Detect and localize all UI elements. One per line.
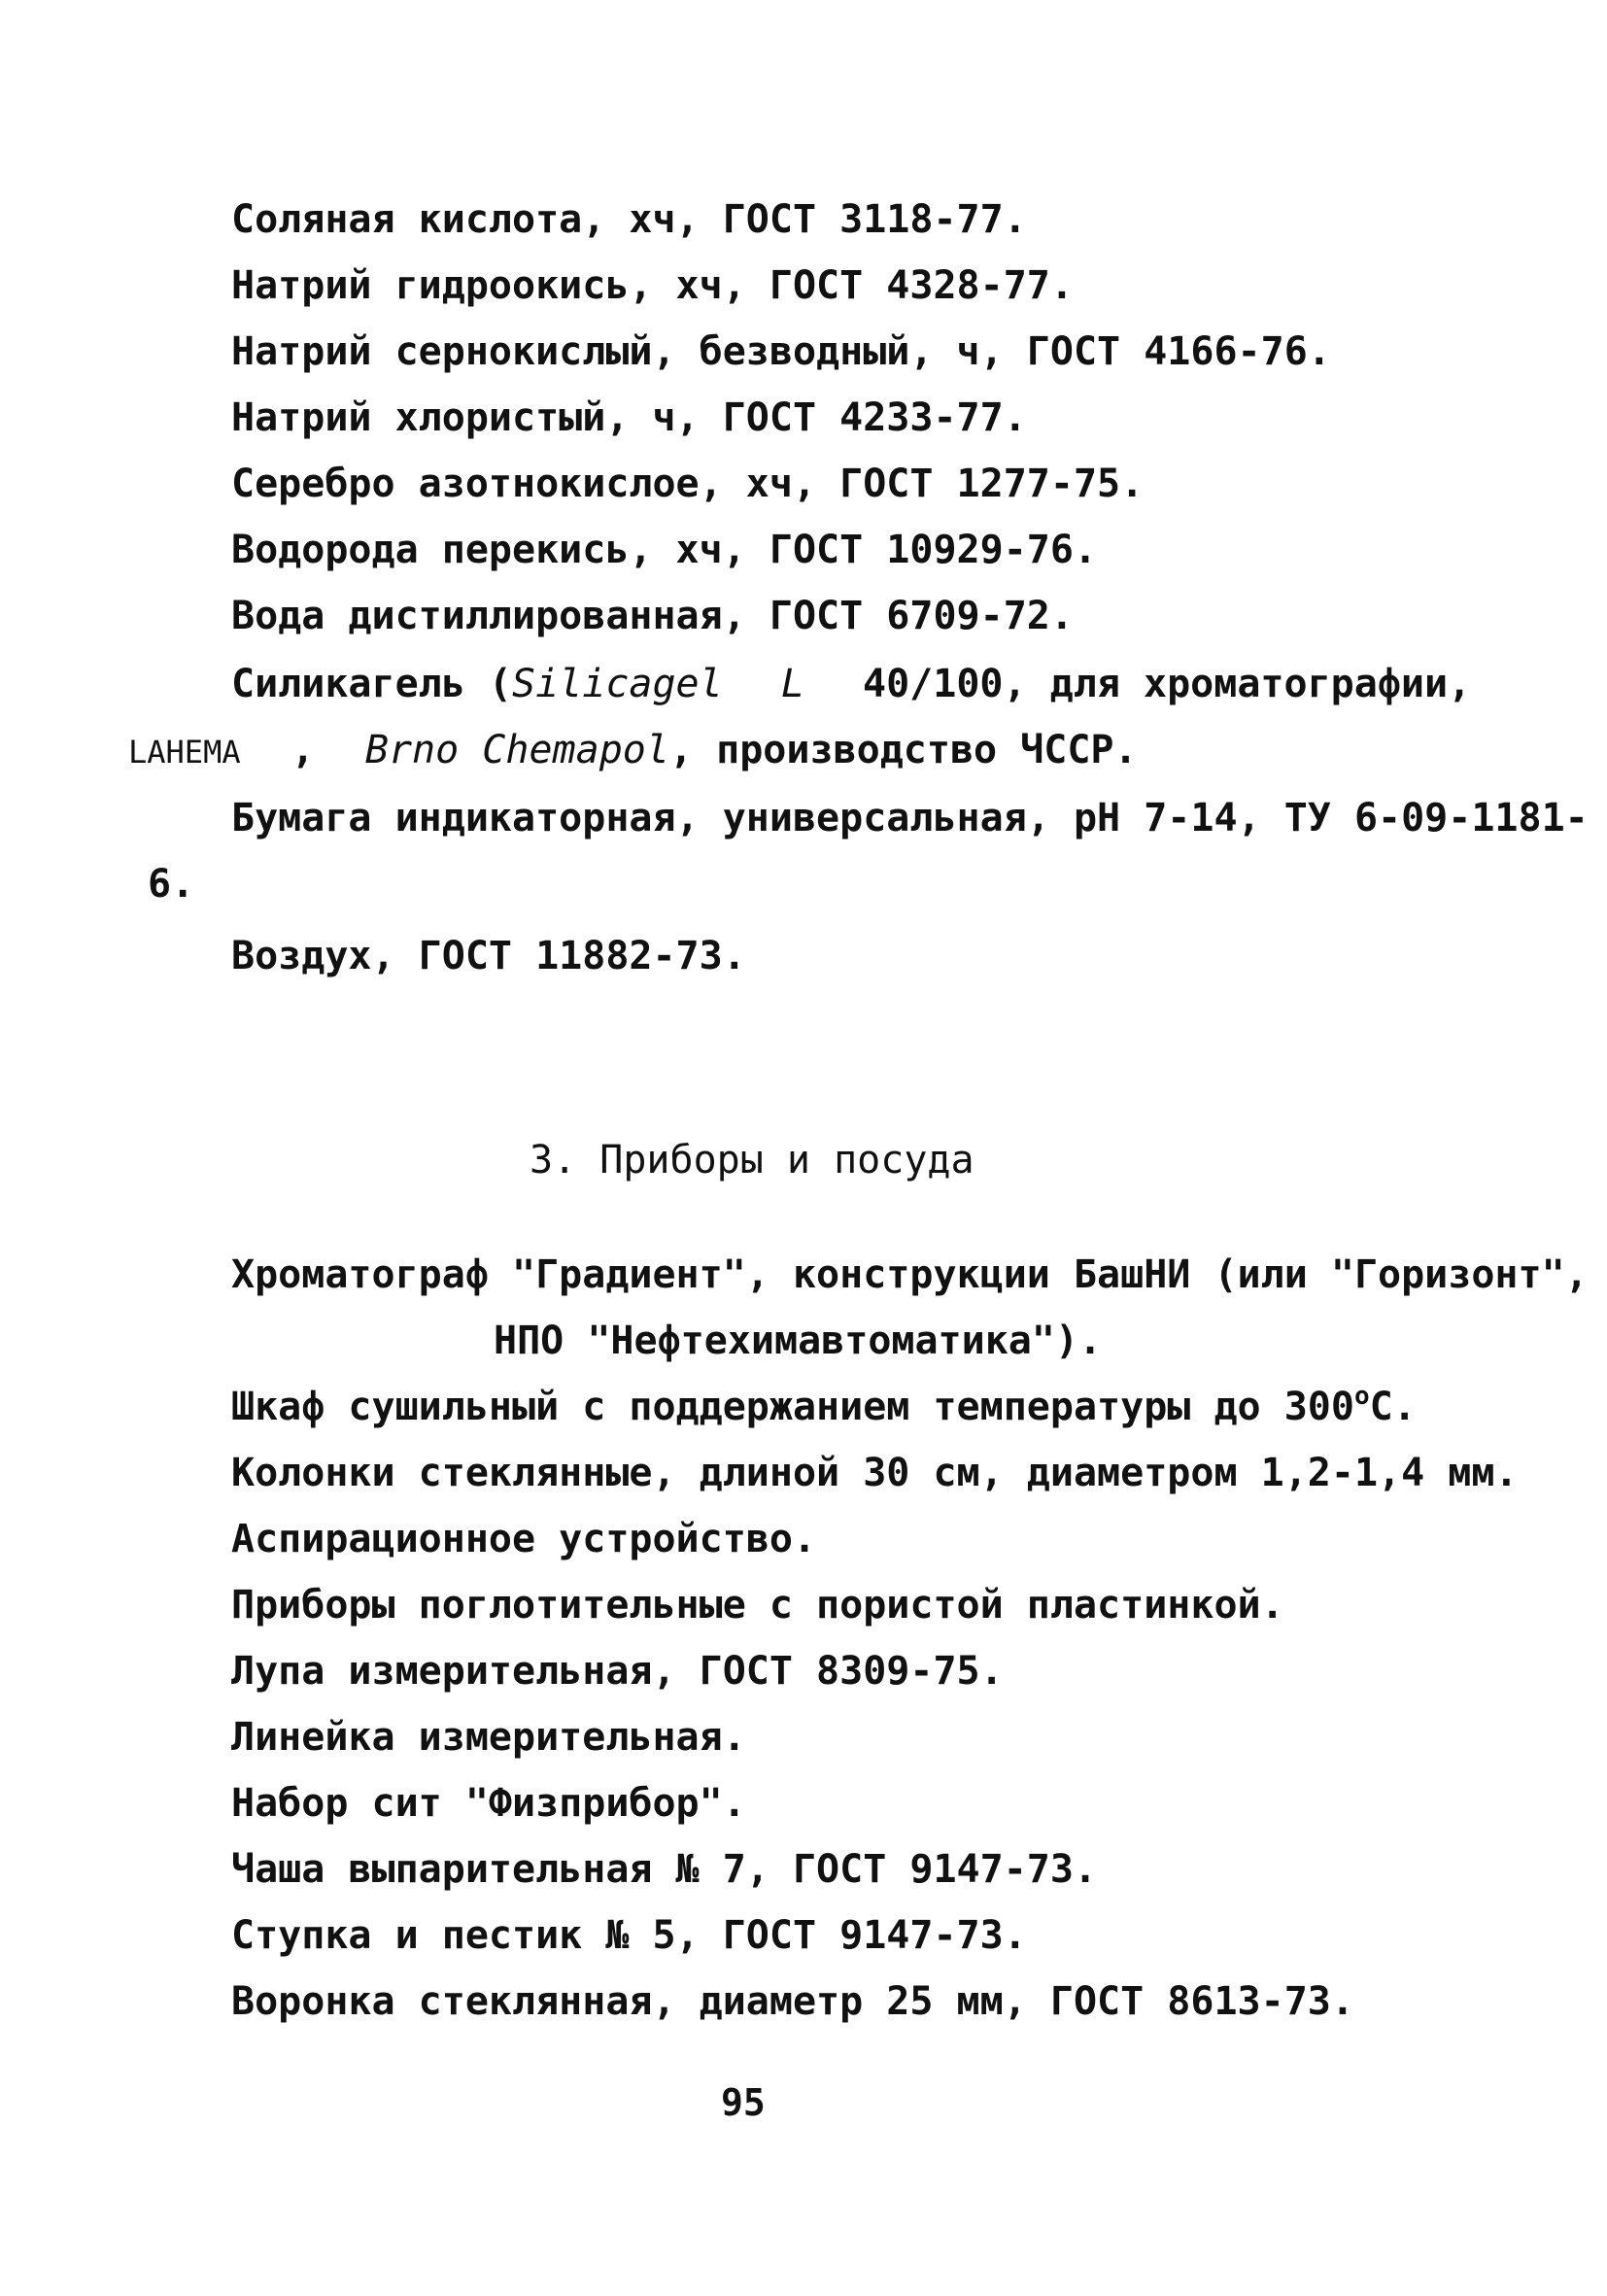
reagent-line: Натрий гидроокись, хч, ГОСТ 4328-77. xyxy=(231,263,1074,308)
oven-unit: С. xyxy=(1369,1385,1417,1429)
silicagel-maker: LAHEMA xyxy=(128,734,241,771)
chromatograph-line-2: НПО "Нефтехимавтоматика"). xyxy=(494,1319,1103,1363)
equipment-line: Воронка стеклянная, диаметр 25 мм, ГОСТ 8613-73. xyxy=(231,1979,1354,2024)
reagent-line: Натрий сернокислый, безводный, ч, ГОСТ 4166-76. xyxy=(231,329,1331,374)
reagent-line: Вода дистиллированная, ГОСТ 6709-72. xyxy=(231,594,1074,638)
reagent-line: Водорода перекись, хч, ГОСТ 10929-76. xyxy=(231,528,1098,572)
paper-line-2: 6. xyxy=(148,862,195,907)
silicagel-spec: 40/100, для хроматографии, xyxy=(863,662,1472,706)
equipment-line: Лупа измерительная, ГОСТ 8309-75. xyxy=(231,1649,1004,1694)
silicagel-grade: L xyxy=(780,662,804,706)
equipment-line: Чаша выпарительная № 7, ГОСТ 9147-73. xyxy=(231,1847,1098,1892)
reagent-line: Соляная кислота, хч, ГОСТ 3118-77. xyxy=(231,197,1027,242)
silicagel-origin: , производство ЧССР. xyxy=(668,728,1138,772)
page-number: 95 xyxy=(721,2081,766,2124)
oven-text: Шкаф сушильный с поддержанием температуры до 300 xyxy=(231,1385,1354,1429)
equipment-line: Аспирационное устройство. xyxy=(231,1517,817,1561)
equipment-line: Колонки стеклянные, длиной 30 см, диаметром 1,2-1,4 мм. xyxy=(231,1451,1519,1495)
silicagel-line-2 xyxy=(128,727,1138,775)
reagent-line: Серебро азотнокислое, хч, ГОСТ 1277-75. xyxy=(231,462,1145,506)
degree-sign: o xyxy=(1353,1382,1370,1411)
equipment-line: Приборы поглотительные с пористой пластинкой. xyxy=(231,1583,1284,1628)
silicagel-line-1 xyxy=(231,661,1471,707)
oven-line xyxy=(231,1384,1417,1430)
chromatograph-line-1: Хроматограф "Градиент", конструкции БашНИ (или "Горизонт", xyxy=(231,1252,1589,1297)
equipment-line: Ступка и пестик № 5, ГОСТ 9147-73. xyxy=(231,1913,1027,1958)
silicagel-latin-name: Silicagel xyxy=(511,662,723,706)
equipment-line: Линейка измерительная. xyxy=(231,1715,746,1760)
silicagel-text: Силикагель ( xyxy=(231,662,512,706)
equipment-line: Набор сит "Физприбор". xyxy=(231,1781,746,1826)
section-title: 3. Приборы и посуда xyxy=(530,1138,974,1182)
silicagel-comma: , xyxy=(291,728,315,772)
silicagel-supplier: Brno Chemapol xyxy=(364,728,669,772)
paper-line-1: Бумага индикаторная, универсальная, рН 7-14, ТУ 6-09-1181- xyxy=(231,796,1589,840)
air-line: Воздух, ГОСТ 11882-73. xyxy=(231,934,746,978)
reagent-line: Натрий хлористый, ч, ГОСТ 4233-77. xyxy=(231,395,1027,440)
